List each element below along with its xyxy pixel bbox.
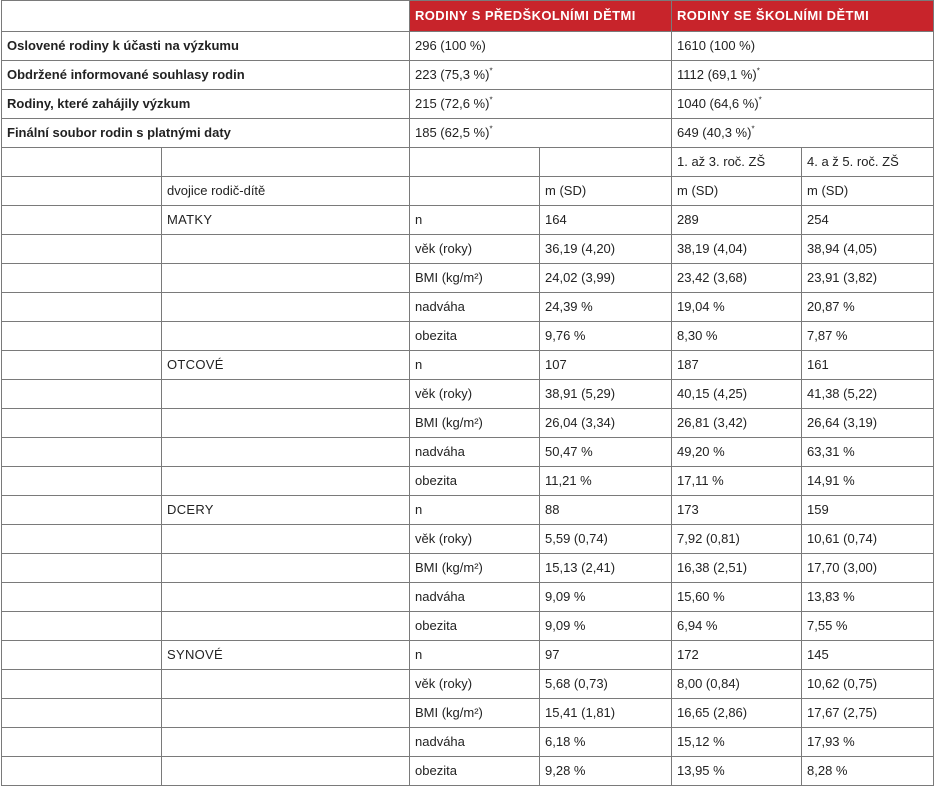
- grade-4-5-value: 17,67 (2,75): [802, 699, 934, 728]
- grade-4-5-value: 159: [802, 496, 934, 525]
- grade-1-3-value: 16,65 (2,86): [672, 699, 802, 728]
- data-row: [2, 612, 934, 641]
- research-families-table: [1, 0, 934, 786]
- data-row: [2, 235, 934, 264]
- preschool-value: 97: [540, 641, 672, 670]
- data-row: [2, 757, 934, 786]
- data-row: [2, 641, 934, 670]
- data-row: [2, 699, 934, 728]
- preschool-value: 36,19 (4,20): [540, 235, 672, 264]
- grade-header-row: [2, 148, 934, 177]
- empty-cell: [2, 699, 162, 728]
- empty-cell: [162, 583, 410, 612]
- grade-1-3-value: 23,42 (3,68): [672, 264, 802, 293]
- metric-label: obezita: [410, 612, 540, 641]
- empty-cell: [410, 177, 540, 206]
- empty-cell: [162, 757, 410, 786]
- grade-1-3-value: 172: [672, 641, 802, 670]
- header-row: [2, 1, 934, 32]
- empty-cell: [162, 699, 410, 728]
- metric-label: BMI (kg/m²): [410, 264, 540, 293]
- summary-preschool-value: 215 (72,6 %)*: [410, 90, 672, 119]
- grade-1-3-value: 187: [672, 351, 802, 380]
- summary-preschool-value: 185 (62,5 %)*: [410, 119, 672, 148]
- preschool-value: 15,41 (1,81): [540, 699, 672, 728]
- grade-4-5-value: 145: [802, 641, 934, 670]
- group-label: SYNOVÉ: [162, 641, 410, 670]
- preschool-value: 50,47 %: [540, 438, 672, 467]
- metric-label: n: [410, 206, 540, 235]
- empty-cell: [2, 351, 162, 380]
- preschool-value: 15,13 (2,41): [540, 554, 672, 583]
- preschool-value: 6,18 %: [540, 728, 672, 757]
- empty-cell: [2, 438, 162, 467]
- summary-row: [2, 119, 934, 148]
- data-row: [2, 670, 934, 699]
- preschool-value: 107: [540, 351, 672, 380]
- grade-4-5-value: 10,61 (0,74): [802, 525, 934, 554]
- empty-cell: [2, 728, 162, 757]
- data-row: [2, 583, 934, 612]
- data-row: [2, 351, 934, 380]
- grade-4-5-value: 10,62 (0,75): [802, 670, 934, 699]
- grade-1-3-value: 38,19 (4,04): [672, 235, 802, 264]
- grade-4-5-value: 7,87 %: [802, 322, 934, 351]
- empty-cell: [2, 409, 162, 438]
- summary-row: [2, 90, 934, 119]
- group-label: MATKY: [162, 206, 410, 235]
- preschool-value: 11,21 %: [540, 467, 672, 496]
- grade-1-3-value: 17,11 %: [672, 467, 802, 496]
- empty-cell: [162, 467, 410, 496]
- preschool-value: 164: [540, 206, 672, 235]
- preschool-value: 26,04 (3,34): [540, 409, 672, 438]
- empty-cell: [162, 322, 410, 351]
- empty-cell: [2, 177, 162, 206]
- preschool-value: 24,02 (3,99): [540, 264, 672, 293]
- preschool-value: 5,68 (0,73): [540, 670, 672, 699]
- metric-label: věk (roky): [410, 670, 540, 699]
- empty-cell: [2, 467, 162, 496]
- preschool-value: 38,91 (5,29): [540, 380, 672, 409]
- units-row: [2, 177, 934, 206]
- data-row: [2, 554, 934, 583]
- empty-cell: [2, 206, 162, 235]
- metric-label: n: [410, 351, 540, 380]
- grade-1-3-value: 7,92 (0,81): [672, 525, 802, 554]
- empty-cell: [162, 554, 410, 583]
- grade-1-3-value: 8,00 (0,84): [672, 670, 802, 699]
- grade-4-5-value: 63,31 %: [802, 438, 934, 467]
- msd-label-grade-4-5: m (SD): [802, 177, 934, 206]
- empty-cell: [2, 148, 162, 177]
- group-label: OTCOVÉ: [162, 351, 410, 380]
- preschool-value: 9,09 %: [540, 583, 672, 612]
- grade-1-3-value: 16,38 (2,51): [672, 554, 802, 583]
- metric-label: věk (roky): [410, 525, 540, 554]
- grade-1-3-value: 19,04 %: [672, 293, 802, 322]
- metric-label: nadváha: [410, 438, 540, 467]
- summary-row: [2, 61, 934, 90]
- metric-label: věk (roky): [410, 380, 540, 409]
- empty-cell: [2, 293, 162, 322]
- metric-label: nadváha: [410, 728, 540, 757]
- grade-4-5-value: 41,38 (5,22): [802, 380, 934, 409]
- empty-cell: [2, 322, 162, 351]
- metric-label: obezita: [410, 322, 540, 351]
- summary-row: [2, 32, 934, 61]
- summary-preschool-value: 296 (100 %): [410, 32, 672, 61]
- empty-cell: [162, 409, 410, 438]
- data-row: [2, 322, 934, 351]
- pair-label: dvojice rodič-dítě: [162, 177, 410, 206]
- metric-label: BMI (kg/m²): [410, 699, 540, 728]
- grade-1-3-value: 8,30 %: [672, 322, 802, 351]
- grade-1-3-value: 6,94 %: [672, 612, 802, 641]
- empty-cell: [2, 525, 162, 554]
- grade-1-3-value: 15,12 %: [672, 728, 802, 757]
- metric-label: věk (roky): [410, 235, 540, 264]
- empty-cell: [2, 641, 162, 670]
- preschool-value: 5,59 (0,74): [540, 525, 672, 554]
- empty-cell: [162, 380, 410, 409]
- metric-label: nadváha: [410, 293, 540, 322]
- empty-cell: [540, 148, 672, 177]
- preschool-value: 9,28 %: [540, 757, 672, 786]
- preschool-value: 9,76 %: [540, 322, 672, 351]
- grade-4-5-value: 17,70 (3,00): [802, 554, 934, 583]
- data-row: [2, 264, 934, 293]
- data-row: [2, 380, 934, 409]
- summary-school-value: 1610 (100 %): [672, 32, 934, 61]
- empty-cell: [162, 612, 410, 641]
- group-label: DCERY: [162, 496, 410, 525]
- grade-1-3-value: 49,20 %: [672, 438, 802, 467]
- data-row: [2, 293, 934, 322]
- metric-label: nadváha: [410, 583, 540, 612]
- grade-4-5-value: 23,91 (3,82): [802, 264, 934, 293]
- grade-1-3-value: 40,15 (4,25): [672, 380, 802, 409]
- grade-4-5-value: 7,55 %: [802, 612, 934, 641]
- grade-4-5-value: 26,64 (3,19): [802, 409, 934, 438]
- grade-4-5-header: 4. a ž 5. roč. ZŠ: [802, 148, 934, 177]
- preschool-value: 88: [540, 496, 672, 525]
- empty-cell: [162, 264, 410, 293]
- empty-cell: [2, 757, 162, 786]
- grade-4-5-value: 17,93 %: [802, 728, 934, 757]
- metric-label: BMI (kg/m²): [410, 554, 540, 583]
- grade-1-3-header: 1. až 3. roč. ZŠ: [672, 148, 802, 177]
- empty-cell: [410, 148, 540, 177]
- metric-label: obezita: [410, 757, 540, 786]
- metric-label: n: [410, 496, 540, 525]
- metric-label: n: [410, 641, 540, 670]
- grade-1-3-value: 289: [672, 206, 802, 235]
- grade-1-3-value: 26,81 (3,42): [672, 409, 802, 438]
- header-school: RODINY SE ŠKOLNÍMI DĚTMI: [672, 1, 934, 32]
- summary-label: Obdržené informované souhlasy rodin: [2, 61, 410, 90]
- msd-label-grade-1-3: m (SD): [672, 177, 802, 206]
- preschool-value: 9,09 %: [540, 612, 672, 641]
- summary-school-value: 1112 (69,1 %)*: [672, 61, 934, 90]
- header-preschool: RODINY S PŘEDŠKOLNÍMI DĚTMI: [410, 1, 672, 32]
- grade-1-3-value: 15,60 %: [672, 583, 802, 612]
- grade-1-3-value: 173: [672, 496, 802, 525]
- summary-label: Oslovené rodiny k účasti na výzkumu: [2, 32, 410, 61]
- msd-label-preschool: m (SD): [540, 177, 672, 206]
- grade-4-5-value: 8,28 %: [802, 757, 934, 786]
- grade-4-5-value: 38,94 (4,05): [802, 235, 934, 264]
- grade-4-5-value: 161: [802, 351, 934, 380]
- empty-cell: [162, 235, 410, 264]
- empty-cell: [2, 612, 162, 641]
- metric-label: BMI (kg/m²): [410, 409, 540, 438]
- empty-cell: [2, 670, 162, 699]
- summary-preschool-value: 223 (75,3 %)*: [410, 61, 672, 90]
- metric-label: obezita: [410, 467, 540, 496]
- data-row: [2, 206, 934, 235]
- grade-4-5-value: 14,91 %: [802, 467, 934, 496]
- data-row: [2, 409, 934, 438]
- empty-cell: [162, 438, 410, 467]
- grade-4-5-value: 20,87 %: [802, 293, 934, 322]
- data-row: [2, 496, 934, 525]
- summary-label: Rodiny, které zahájily výzkum: [2, 90, 410, 119]
- summary-label: Finální soubor rodin s platnými daty: [2, 119, 410, 148]
- empty-cell: [162, 728, 410, 757]
- data-row: [2, 467, 934, 496]
- empty-cell: [2, 264, 162, 293]
- empty-cell: [162, 525, 410, 554]
- data-row: [2, 525, 934, 554]
- empty-cell: [2, 496, 162, 525]
- grade-1-3-value: 13,95 %: [672, 757, 802, 786]
- preschool-value: 24,39 %: [540, 293, 672, 322]
- data-row: [2, 728, 934, 757]
- empty-cell: [2, 583, 162, 612]
- grade-4-5-value: 13,83 %: [802, 583, 934, 612]
- empty-cell: [2, 380, 162, 409]
- empty-cell: [162, 670, 410, 699]
- empty-cell: [162, 293, 410, 322]
- summary-school-value: 649 (40,3 %)*: [672, 119, 934, 148]
- summary-school-value: 1040 (64,6 %)*: [672, 90, 934, 119]
- empty-cell: [162, 148, 410, 177]
- grade-4-5-value: 254: [802, 206, 934, 235]
- empty-cell: [2, 235, 162, 264]
- empty-cell: [2, 554, 162, 583]
- data-row: [2, 438, 934, 467]
- header-blank-cell: [2, 1, 410, 32]
